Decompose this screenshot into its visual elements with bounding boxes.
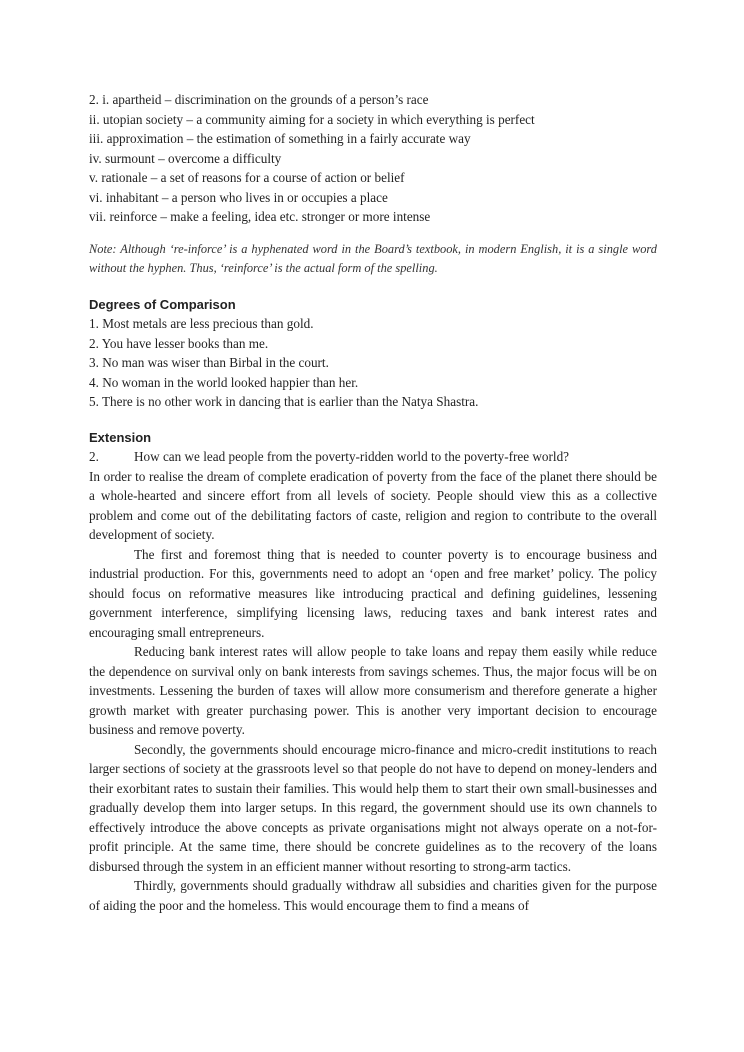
- question-number: 2.: [89, 449, 99, 464]
- document-page: [89, 90, 657, 915]
- section-heading-degrees: Degrees of Comparison: [89, 296, 236, 312]
- answer-paragraph: Reducing bank interest rates will allow people to take loans and repay them easily while reduce the dependence on survival only on bank interests from savings schemes. Thus, the major focus will be on investments. Lessening the burden of taxes will allow more consumerism and therefore generate a higher growth market with greater purchasing power. This is another very important decision to encourage business and remove poverty.: [89, 644, 657, 737]
- extension-question: [89, 447, 657, 467]
- degrees-item: 4. No woman in the world looked happier than her.: [89, 374, 359, 390]
- vocab-item: 2. i. apartheid – discrimination on the grounds of a person’s race: [89, 92, 429, 107]
- answer-paragraph: The first and foremost thing that is needed to counter poverty is to encourage business and industrial production. For this, governments need to adopt an ‘open and free market’ policy. The policy should focus on reformative measures like introducing practical and defining guidelines, lessening government interference, simplifying licensing laws, reducing taxes and bank interest rates and encouraging small entrepreneurs.: [89, 546, 657, 640]
- vocab-item: iv. surmount – overcome a difficulty: [89, 150, 282, 166]
- answer-paragraph: In order to realise the dream of complete eradication of poverty from the face of the planet there should be a whole-hearted and sincere effort from all levels of society. People should view this as a collective problem and come out of the debilitating factors of caste, religion and region to contribute to the overall development of society.: [89, 468, 657, 542]
- spelling-note: Note: Although ‘re-inforce’ is a hyphenated word in the Board’s textbook, in modern English, it is a single word without the hyphen. Thus, ‘reinforce’ is the actual form of the spelling.: [89, 241, 657, 275]
- vocab-item: vi. inhabitant – a person who lives in or occupies a place: [89, 189, 388, 205]
- vocab-item: v. rationale – a set of reasons for a course of action or belief: [89, 170, 405, 185]
- degrees-item: 1. Most metals are less precious than gold.: [89, 316, 314, 331]
- degrees-item: 5. There is no other work in dancing that is earlier than the Natya Shastra.: [89, 394, 479, 409]
- degrees-item: 2. You have lesser books than me.: [89, 335, 269, 351]
- vocab-item: iii. approximation – the estimation of something in a fairly accurate way: [89, 131, 471, 146]
- vocab-item: ii. utopian society – a community aiming for a society in which everything is perfect: [89, 111, 535, 127]
- answer-paragraph: Thirdly, governments should gradually withdraw all subsidies and charities given for the purpose of aiding the poor and the homeless. This would encourage them to find a means of: [89, 878, 657, 913]
- extension-section: [89, 447, 657, 915]
- degrees-item: 3. No man was wiser than Birbal in the court.: [89, 355, 329, 370]
- question-text: How can we lead people from the poverty-ridden world to the poverty-free world?: [134, 449, 570, 464]
- vocabulary-list: [89, 90, 657, 227]
- degrees-list: [89, 314, 657, 412]
- section-heading-extension: Extension: [89, 429, 152, 445]
- answer-paragraph: Secondly, the governments should encourage micro-finance and micro-credit institutions to reach larger sections of society at the grassroots level so that people do not have to depend on money-lenders and their exorbitant rates to sustain their families. This would help them to start their own small-businesses and gradually develop them into larger setups. In this regard, the government should use its own channels to effectively introduce the above concepts as private organisations might not always operate on a not-for-profit principle. At the same time, there should be concrete guidelines as to the recovery of the loans disbursed through the system in an efficient manner without resorting to strong-arm tactics.: [89, 741, 657, 874]
- vocab-item: vii. reinforce – make a feeling, idea etc. stronger or more intense: [89, 209, 431, 224]
